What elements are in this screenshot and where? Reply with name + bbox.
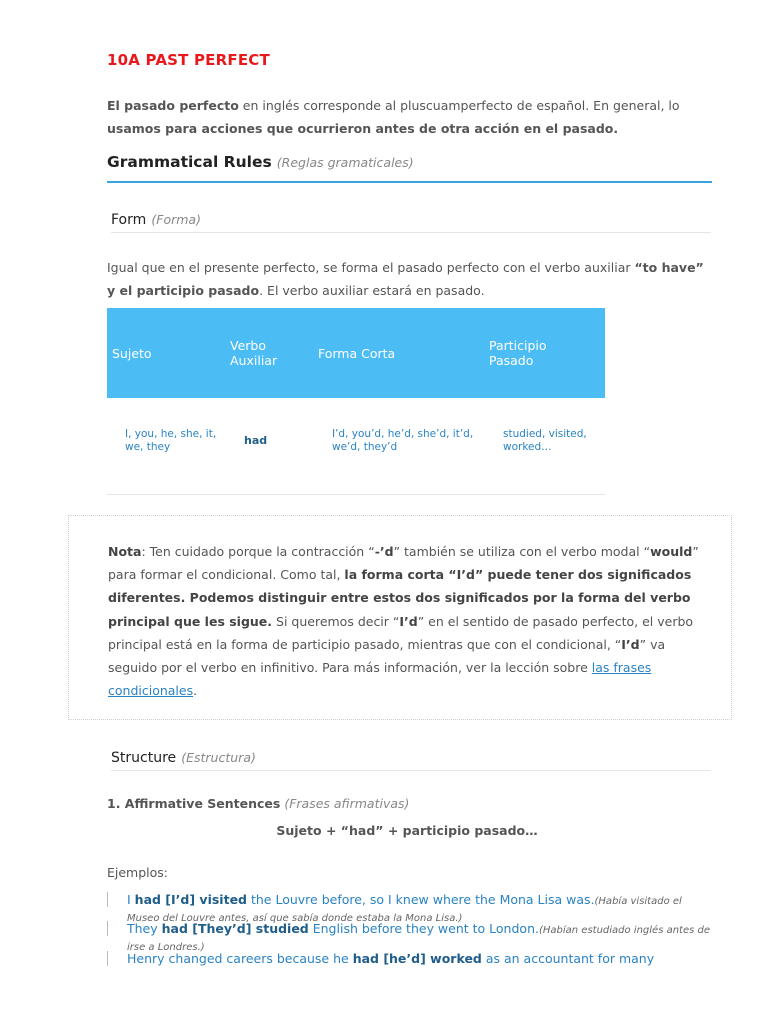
example-item	[107, 951, 707, 969]
example-bar	[107, 921, 108, 936]
note-bold-1: -’d	[374, 544, 394, 559]
example-item	[107, 921, 711, 953]
table-cell-verbo-auxiliar: had	[244, 434, 268, 447]
table-cell-forma-corta: I’d, you’d, he’d, she’d, it’d, we’d, they’d	[332, 428, 474, 453]
note-text-7: .	[193, 683, 198, 699]
example-pre: I	[127, 892, 135, 907]
example-bold: had [he’d] worked	[352, 951, 482, 966]
example-translation: (Había visitado el Museo del Louvre antes, así que sabía donde estaba la Mona Lisa.)	[127, 896, 682, 924]
note-box	[68, 515, 732, 720]
intro-paragraph	[107, 94, 707, 140]
affirmative-label: 1. Affirmative Sentences	[107, 796, 281, 811]
form-text-1: Igual que en el presente perfecto, se forma el pasado perfecto con el verbo auxiliar	[107, 260, 635, 275]
structure-subtitle: (Estructura)	[181, 750, 256, 765]
affirmative-heading	[107, 796, 409, 811]
table-row	[107, 398, 605, 495]
note-label: Nota	[108, 544, 142, 559]
example-translation: (Habían estudiado inglés antes de irse a Londres.)	[127, 925, 711, 953]
note-bold-3: la forma corta “I’d” puede tener dos significados diferentes. Podemos distinguir entre estos dos significados por la forma del verbo principal que les sigue.	[108, 567, 692, 629]
table-cell-sujeto: I, you, he, she, it, we, they	[125, 428, 217, 453]
intro-text-1: en inglés corresponde al pluscuamperfecto de español. En general, lo	[238, 98, 680, 113]
example-item	[107, 892, 707, 922]
table-header-forma-corta: Forma Corta	[318, 345, 396, 361]
example-bold: had [I’d] visited	[134, 892, 247, 907]
grammatical-rules-title: Grammatical Rules	[107, 153, 272, 171]
note-text-5: ” en el sentido de pasado perfecto, el verbo principal está en la forma de participio pasado, mientras que con el condicional, “	[108, 613, 694, 652]
conditional-sentences-link[interactable]: las frases condicionales	[108, 660, 652, 699]
grammatical-rules-subtitle: (Reglas gramaticales)	[276, 155, 414, 170]
note-text-1: : Ten cuidado porque la contracción “	[141, 544, 375, 559]
note-text-2: ” también se utiliza con el verbo modal “	[393, 544, 651, 559]
structure-formula: Sujeto + “had” + participio pasado…	[276, 823, 538, 838]
examples-label: Ejemplos:	[107, 865, 169, 880]
form-bold-1: “to have” y el participio pasado	[107, 260, 704, 298]
example-pre: Henry changed careers because he	[127, 951, 353, 966]
form-subtitle: (Forma)	[151, 212, 201, 227]
example-post: English before they went to London.	[308, 921, 539, 936]
note-paragraph	[108, 540, 703, 702]
note-text-6: ” va seguido por el verbo en infinitivo. Para más información, ver la lección sobre	[108, 636, 666, 676]
grammatical-rules-heading	[107, 152, 712, 183]
example-post: as an accountant for many	[481, 951, 655, 966]
form-title: Form	[111, 212, 147, 228]
affirmative-sub: (Frases afirmativas)	[284, 796, 410, 811]
example-bar	[107, 951, 108, 966]
table-header-row	[107, 308, 605, 398]
page-title: 10A PAST PERFECT	[107, 51, 270, 69]
example-pre: They	[127, 921, 162, 936]
table-header-verbo-auxiliar: Verbo Auxiliar	[230, 338, 278, 368]
form-heading	[111, 209, 711, 233]
form-paragraph	[107, 256, 707, 302]
note-bold-2: would	[650, 544, 693, 559]
example-bold: had [They’d] studied	[161, 921, 309, 936]
table-header-sujeto: Sujeto	[112, 345, 152, 361]
example-text	[127, 921, 717, 955]
table-header-participio-pasado: Participio Pasado	[489, 338, 547, 368]
table-cell-participio-pasado: studied, visited, worked…	[503, 428, 587, 453]
example-bar	[107, 892, 108, 907]
form-text-2: . El verbo auxiliar estará en pasado.	[259, 283, 485, 298]
example-text	[127, 951, 717, 966]
note-bold-5: I’d	[621, 636, 640, 652]
note-text-3: ” para formar el condicional. Como tal,	[108, 544, 699, 583]
structure-title: Structure	[111, 750, 177, 766]
example-post: the Louvre before, so I knew where the Mona Lisa was.	[247, 892, 595, 907]
intro-bold-2: usamos para acciones que ocurrieron antes de otra acción en el pasado.	[107, 121, 619, 136]
note-text-4: Si queremos decir “	[272, 613, 400, 629]
intro-bold-1: El pasado perfecto	[107, 98, 239, 113]
structure-heading	[111, 747, 711, 771]
note-bold-4: I’d	[399, 613, 418, 629]
